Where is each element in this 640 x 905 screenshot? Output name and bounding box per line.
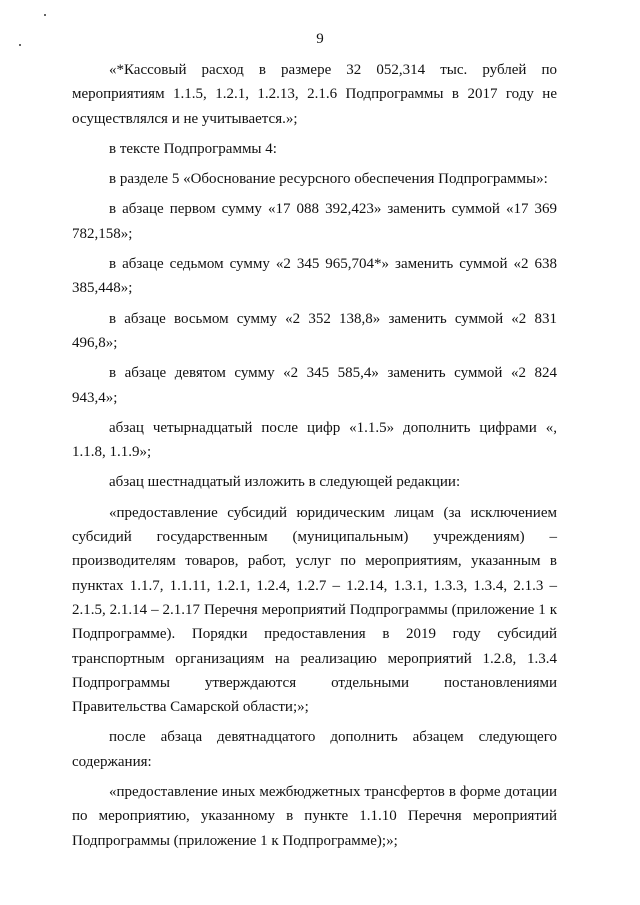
paragraph-eighth-sum: в абзаце восьмом сумму «2 352 138,8» заменить суммой «2 831 496,8»; <box>72 310 557 351</box>
paragraph-seventh-sum: в абзаце седьмом сумму «2 345 965,704*» заменить суммой «2 638 385,448»; <box>72 256 557 297</box>
page-number: 9 <box>316 31 324 47</box>
scan-speck <box>44 14 46 16</box>
paragraph-fourteenth: абзац четырнадцатый после цифр «1.1.5» дополнить цифрами «, 1.1.8, 1.1.9»; <box>72 419 557 461</box>
paragraph-nineteenth-intro: после абзаца девятнадцатого дополнить абзацем следующего содержания: <box>72 729 557 770</box>
paragraph-section-5: в разделе 5 «Обоснование ресурсного обеспечения Подпрограммы»: <box>109 171 548 188</box>
paragraph-footnote-quote: «*Кассовый расход в размере 32 052,314 тыс. рублей по мероприятиям 1.1.5, 1.2.1, 1.2.13, 2.1.6 Подпрограммы в 2017 году не осуществлялся и не учитывается.»; <box>72 62 557 127</box>
document-body <box>72 58 557 859</box>
paragraph-subsidies-quote: «предоставление субсидий юридическим лицам (за исключением субсидий государственным (муниципальным) учреждениям) – производителям товаров, работ, услуг по мероприятиям, указанным в пунктах 1.1.7, 1.1.11, 1.2.1, 1.2.4, 1.2.7 – 1.2.14, 1.3.1, 1.3.3, 1.3.4, 2.1.3 – 2.1.5, 2.1.14 – 2.1.17 Перечня мероприятий Подпрограммы (приложение 1 к Подпрограмме). Порядки предоставления в 2019 году субсидий транспортным организациям на реализацию мероприятий 1.2.8, 1.3.4 Подпрограммы утверждаются отдельными постановлениями Правительства Самарской области;»; <box>72 504 557 716</box>
paragraph-sixteenth-intro: абзац шестнадцатый изложить в следующей редакции: <box>109 474 461 491</box>
paragraph-subprogram-4: в тексте Подпрограммы 4: <box>109 140 277 157</box>
paragraph-transfers-quote: «предоставление иных межбюджетных трансфертов в форме дотации по мероприятию, указанному в пункте 1.1.10 Перечня мероприятий Подпрограммы (приложение 1 к Подпрограмме);»; <box>72 784 557 849</box>
paragraph-ninth-sum: в абзаце девятом сумму «2 345 585,4» заменить суммой «2 824 943,4»; <box>72 365 557 406</box>
paragraph-first-sum: в абзаце первом сумму «17 088 392,423» заменить суммой «17 369 782,158»; <box>72 201 557 242</box>
